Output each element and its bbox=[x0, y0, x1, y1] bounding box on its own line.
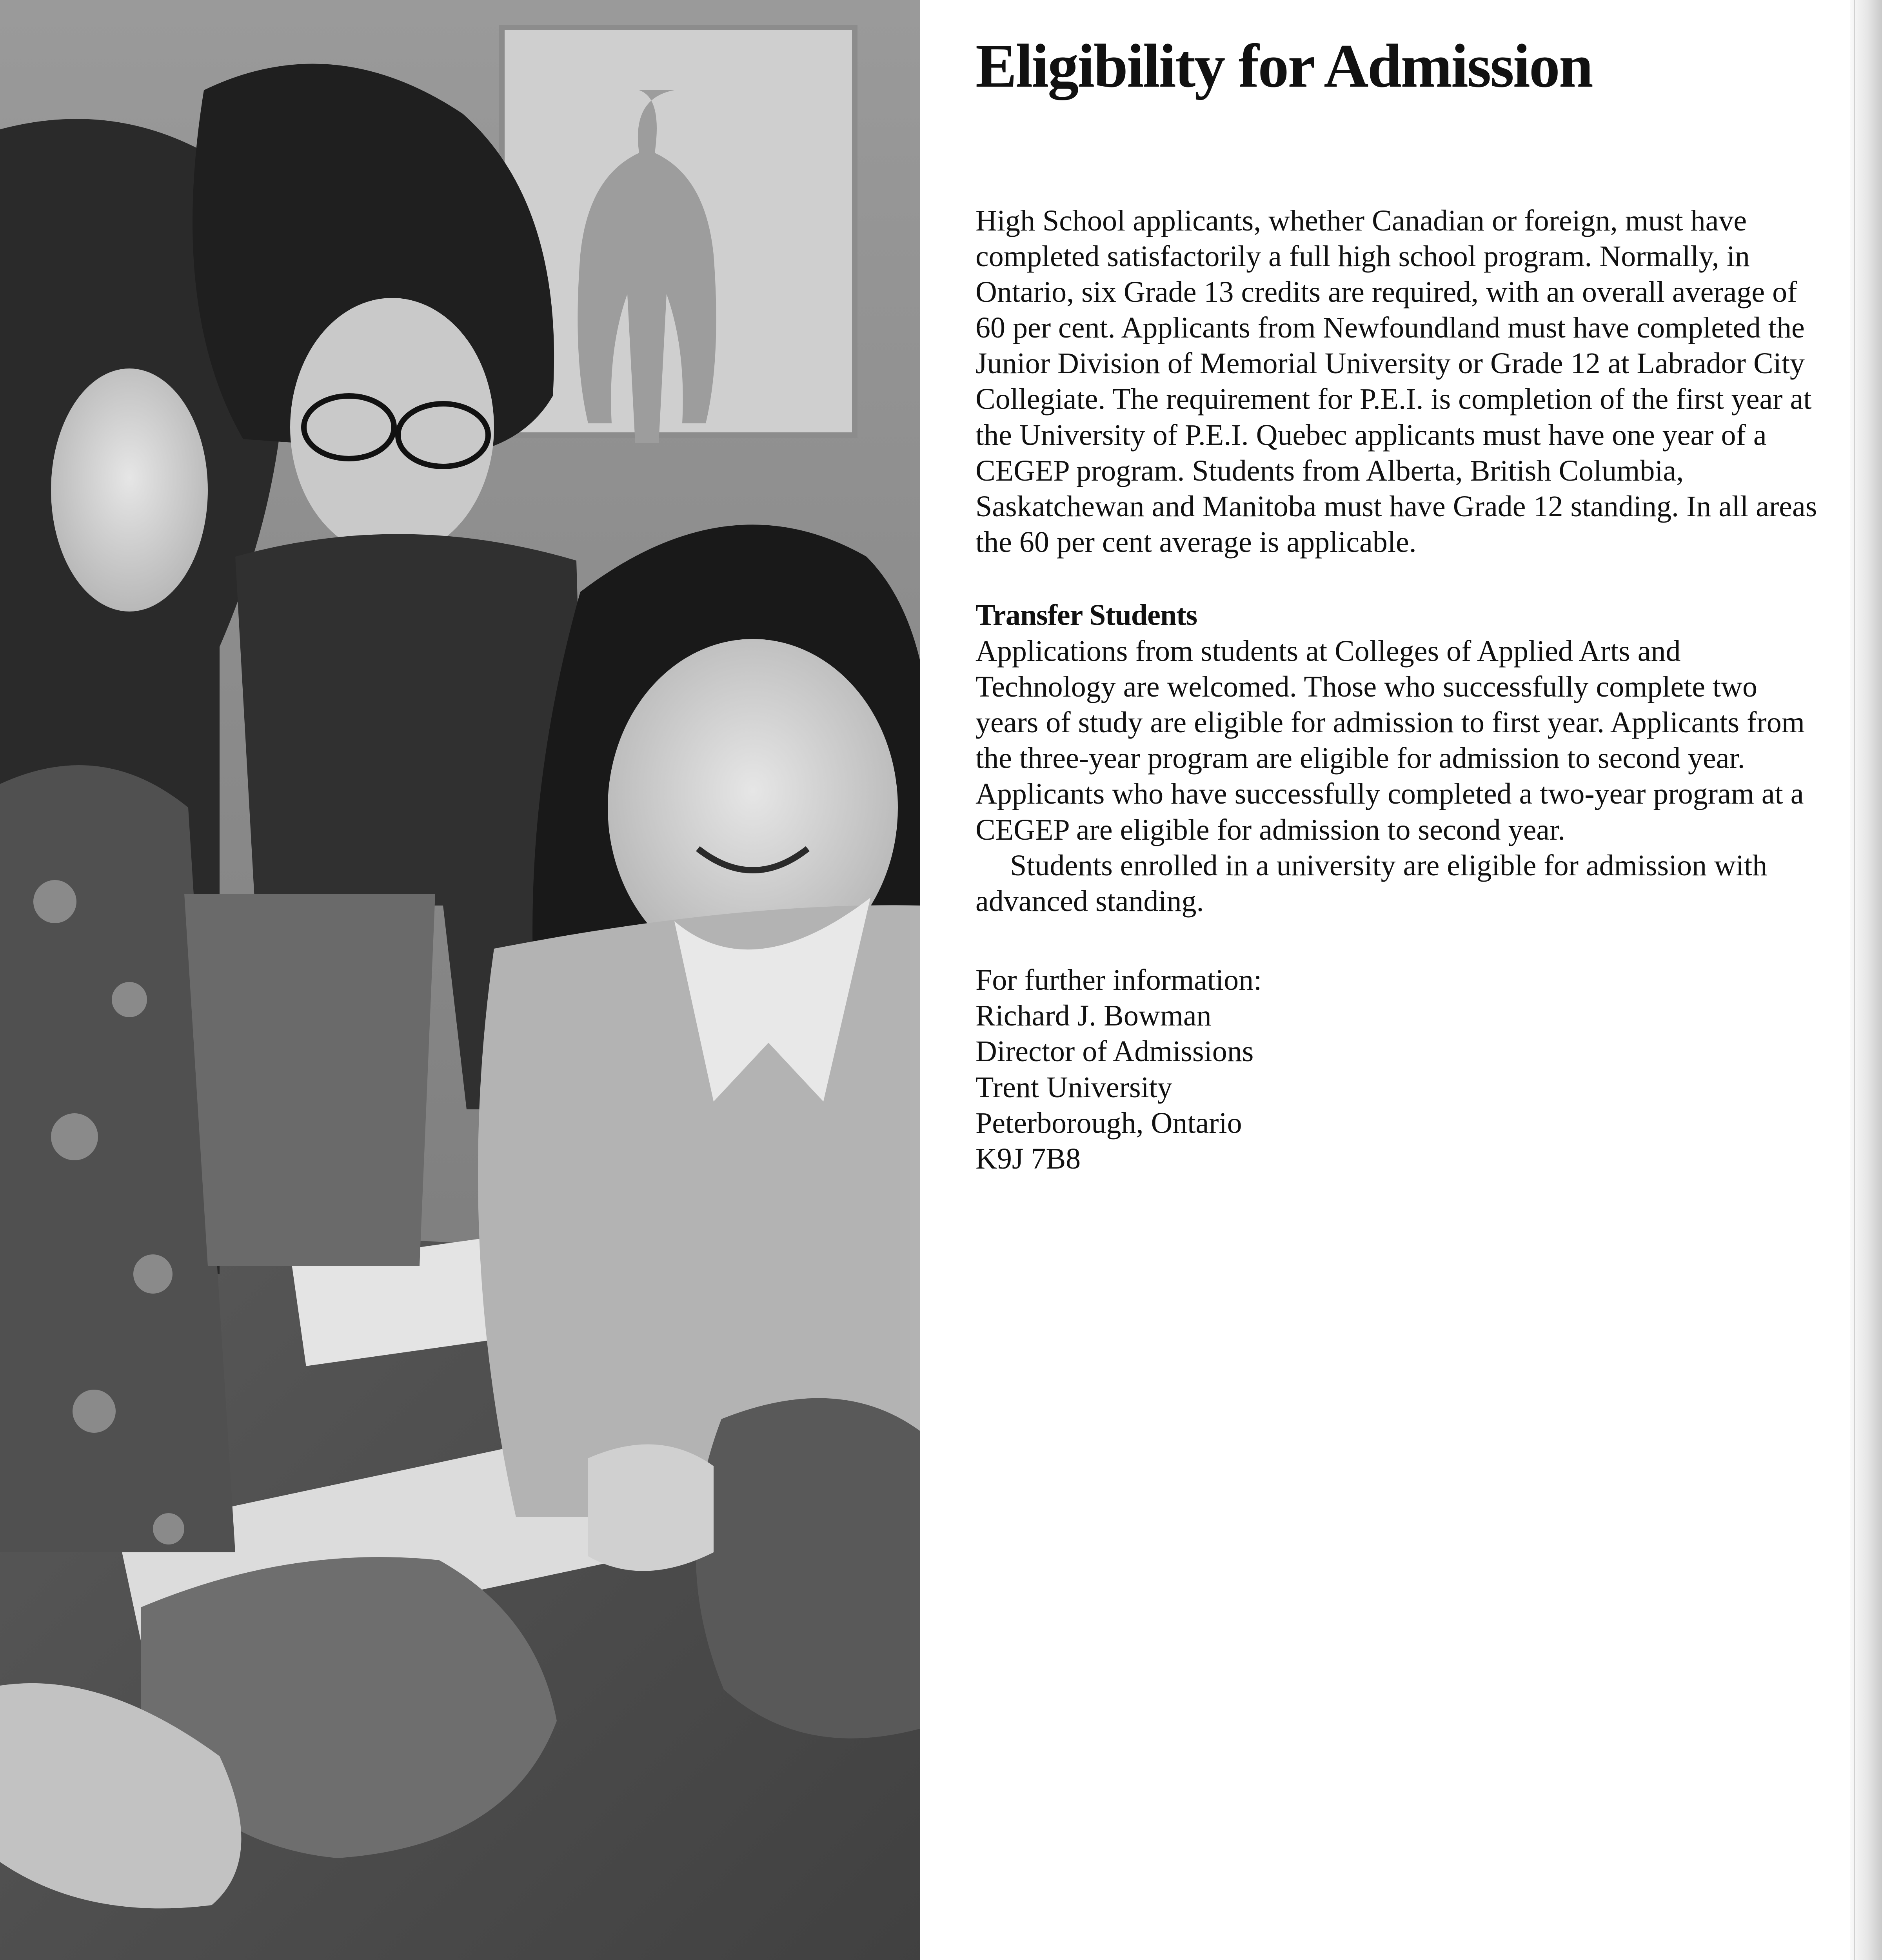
rock-specimen-right bbox=[696, 1398, 920, 1739]
contact-city: Peterborough, Ontario bbox=[976, 1106, 1242, 1140]
transfer-paragraph-2: Students enrolled in a university are eligible for admission with advanced standing. bbox=[976, 849, 1768, 918]
contact-postal-code: K9J 7B8 bbox=[976, 1142, 1081, 1175]
contact-block bbox=[976, 962, 1818, 1177]
high-school-paragraph: High School applicants, whether Canadian or foreign, must have completed satisfactorily a full high school program. Normally, in Ontario, six Grade 13 credits are required, with an overall average of 60 per cent. Applicants from Newfoundland must have completed the Junior Division of Memorial University or Grade 12 at Labrador City Collegiate. The requirement for P.E.I. is completion of the first year at the University of P.E.I. Quebec applicants must have one year of a CEGEP program. Students from Alberta, British Columbia, Saskatchewan and Manitoba must have Grade 12 standing. In all areas the 60 per cent average is applicable. bbox=[976, 204, 1817, 559]
contact-title: Director of Admissions bbox=[976, 1035, 1254, 1068]
contact-name: Richard J. Bowman bbox=[976, 999, 1212, 1033]
contact-organization: Trent University bbox=[976, 1071, 1172, 1104]
text-column bbox=[976, 27, 1818, 1177]
transfer-paragraph-1: Applications from students at Colleges of Applied Arts and Technology are welcomed. Those who successfully complete two years of study are eligible for admission to first year. Applicants from the three-year program are eligible for admission to second year. Applicants who have successfully completed a two-year program at a CEGEP are eligible for admission to second year. bbox=[976, 634, 1805, 846]
contact-intro: For further information: bbox=[976, 964, 1262, 997]
students-photo bbox=[0, 0, 920, 1960]
page-title: Eligibility for Admission bbox=[976, 32, 1592, 100]
page-edge-line bbox=[1854, 0, 1855, 1960]
page-edge-shadow bbox=[1850, 0, 1882, 1960]
students-photo-illustration bbox=[0, 0, 920, 1960]
transfer-students-heading: Transfer Students bbox=[976, 599, 1197, 632]
